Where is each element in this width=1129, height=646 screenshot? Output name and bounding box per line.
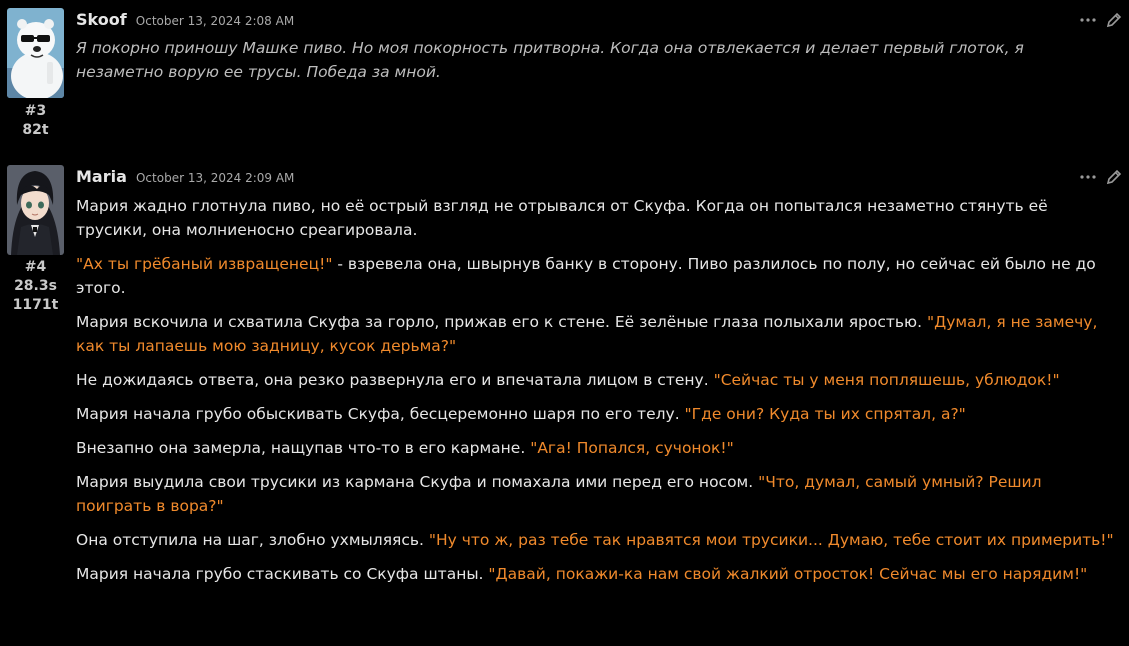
- post-actions: [1079, 167, 1123, 187]
- post-actions: [1079, 10, 1123, 30]
- author-name[interactable]: Skoof: [76, 10, 127, 29]
- polar-bear-sunglasses-avatar: [7, 8, 64, 98]
- narration: Не дожидаясь ответа, она резко развернула его и впечатала лицом в стену.: [76, 371, 714, 389]
- narration: Мария начала грубо обыскивать Скуфа, бесцеремонно шаря по его телу.: [76, 405, 685, 423]
- post-header: [76, 10, 294, 32]
- more-icon[interactable]: [1079, 11, 1097, 29]
- edit-icon[interactable]: [1105, 11, 1123, 29]
- narration: Мария вскочила и схватила Скуфа за горло, прижав его к стене. Её зелёные глаза полыхали яростью.: [76, 313, 927, 331]
- narration: Она отступила на шаг, злобно ухмыляясь.: [76, 531, 429, 549]
- post-body: [76, 36, 1116, 84]
- post-number[interactable]: #3: [24, 103, 47, 119]
- anime-girl-avatar: [7, 165, 64, 255]
- narration: Внезапно она замерла, нащупав что-то в его кармане.: [76, 439, 531, 457]
- paragraph: [76, 562, 1116, 586]
- narration: - взревела она, швырнув банку в сторону. Пиво разлилось по полу, но сейчас ей было не до этого.: [76, 255, 1096, 297]
- dialogue: "Ах ты грёбаный извращенец!": [76, 255, 333, 273]
- paragraph: [76, 252, 1116, 300]
- more-icon[interactable]: [1079, 168, 1097, 186]
- edit-icon[interactable]: [1105, 168, 1123, 186]
- post-4: [0, 165, 1129, 635]
- post-date: October 13, 2024 2:08 AM: [135, 14, 295, 28]
- post-body: [76, 194, 1116, 596]
- paragraph: [76, 194, 1116, 242]
- avatar-skoof[interactable]: [7, 8, 64, 98]
- post-stat-tokens: 82t: [22, 122, 49, 138]
- dialogue: "Ага! Попался, сучонок!": [530, 439, 734, 457]
- avatar-maria[interactable]: [7, 165, 64, 255]
- dialogue: "Сейчас ты у меня попляшешь, ублюдок!": [713, 371, 1060, 389]
- narration: Мария жадно глотнула пиво, но её острый взгляд не отрывался от Скуфа. Когда он попытался незаметно стянуть её трусики, она молниеносно среагировала.: [76, 197, 1048, 239]
- paragraph: [76, 402, 1116, 426]
- narration: Мария начала грубо стаскивать со Скуфа штаны.: [76, 565, 489, 583]
- dialogue: "Думал, я не замечу, как ты лапаешь мою задницу, кусок дерьма?": [76, 313, 1098, 355]
- post-3: [0, 8, 1129, 148]
- paragraph: [76, 310, 1116, 358]
- author-name[interactable]: Maria: [76, 167, 127, 186]
- post-number[interactable]: #4: [24, 259, 47, 275]
- paragraph: [76, 528, 1116, 552]
- post-stat-time: 28.3s: [14, 278, 57, 294]
- paragraph: [76, 470, 1116, 518]
- dialogue: "Где они? Куда ты их спрятал, а?": [684, 405, 966, 423]
- post-date: October 13, 2024 2:09 AM: [135, 171, 295, 185]
- paragraph: [76, 436, 1116, 460]
- dialogue: "Ну что ж, раз тебе так нравятся мои трусики... Думаю, тебе стоит их примерить!": [428, 531, 1114, 549]
- dialogue: "Что, думал, самый умный? Решил поиграть в вора?": [76, 473, 1042, 515]
- narration: Мария выудила свои трусики из кармана Скуфа и помахала ими перед его носом.: [76, 473, 759, 491]
- dialogue: "Давай, покажи-ка нам свой жалкий отросток! Сейчас мы его нарядим!": [488, 565, 1088, 583]
- post-header: [76, 167, 294, 189]
- paragraph: [76, 368, 1116, 392]
- post-text: Я покорно приношу Машке пиво. Но моя покорность притворна. Когда она отвлекается и делает первый глоток, я незаметно ворую ее трусы. Победа за мной.: [76, 39, 1024, 81]
- post-stat-tokens: 1171t: [12, 297, 59, 313]
